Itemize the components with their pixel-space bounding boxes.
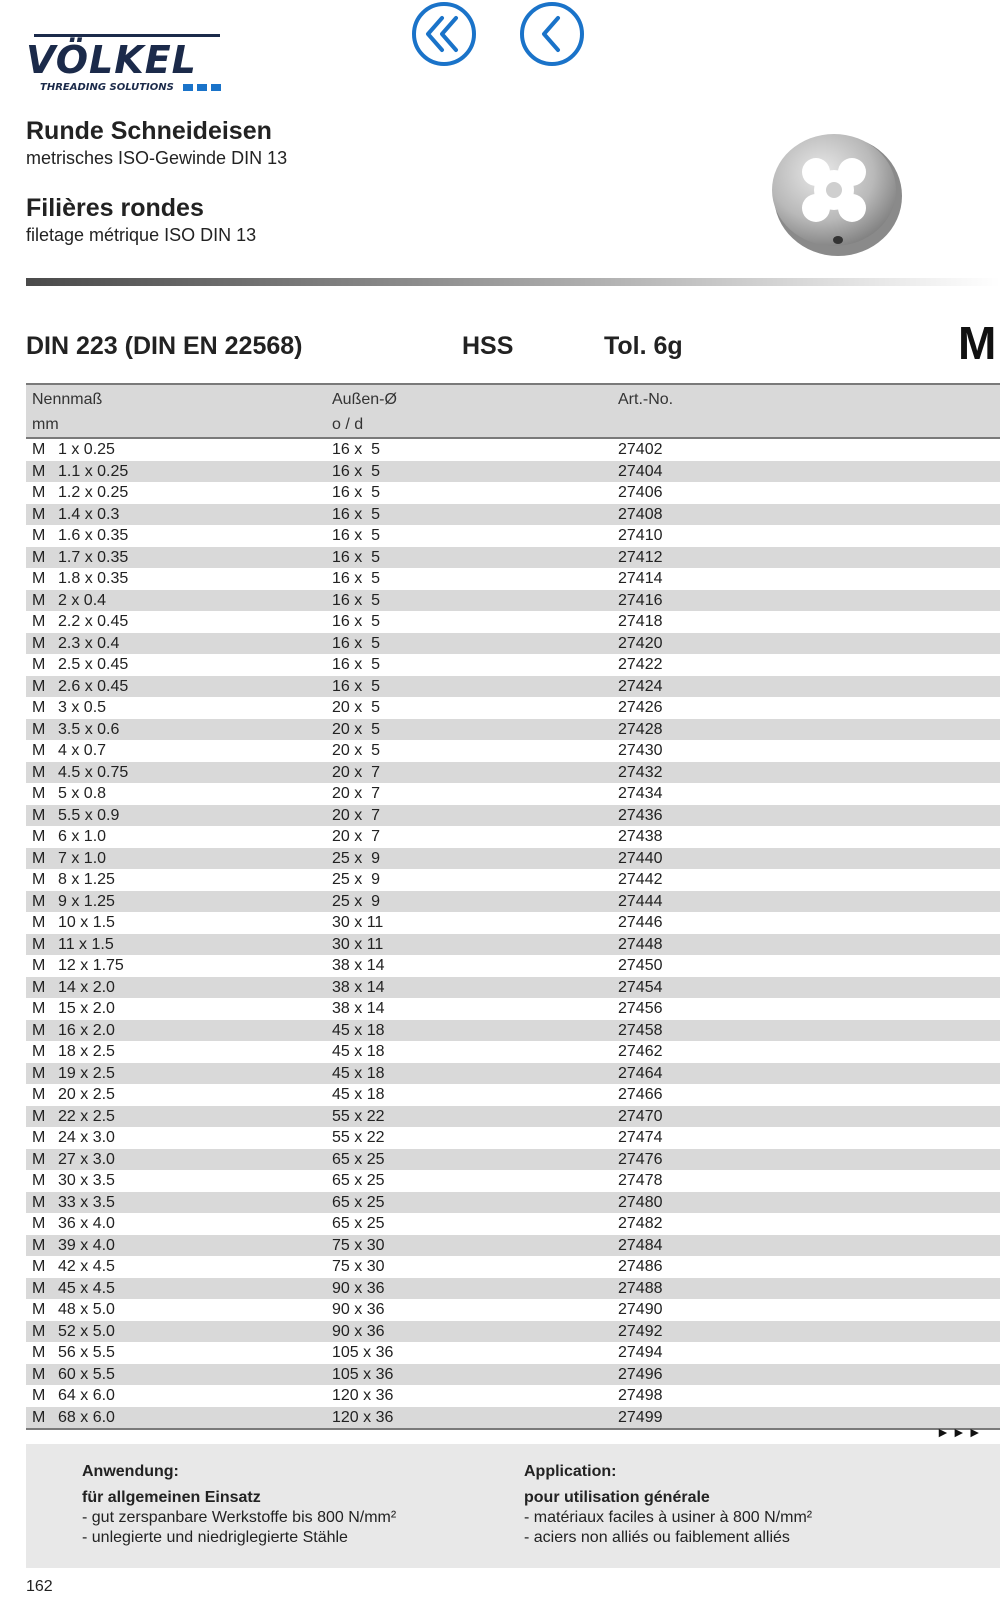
cell-prefix: M: [32, 1365, 46, 1383]
cell-article-number: 27412: [618, 548, 663, 566]
chevron-left-icon[interactable]: [518, 0, 586, 68]
cell-outer-diameter: 65 x 25: [332, 1150, 385, 1168]
cell-outer-diameter: 45 x 18: [332, 1021, 385, 1039]
cell-outer-diameter: 16 x 5: [332, 462, 381, 480]
table-row: [26, 504, 1000, 526]
cell-prefix: M: [32, 505, 46, 523]
table-row: [26, 740, 1000, 762]
table-row: [26, 1299, 1000, 1321]
application-heading-fr: Application:: [524, 1463, 617, 1480]
cell-outer-diameter: 65 x 25: [332, 1172, 385, 1189]
cell-outer-diameter: 45 x 18: [332, 1043, 385, 1060]
cell-outer-diameter: 30 x 11: [332, 935, 384, 953]
cell-size: 2.2 x 0.45: [58, 613, 129, 630]
cell-outer-diameter: 90 x 36: [332, 1322, 385, 1340]
cell-outer-diameter: 16 x 5: [332, 613, 381, 630]
cell-prefix: M: [32, 1279, 46, 1297]
cell-article-number: 27474: [618, 1129, 663, 1146]
brand-logo: [26, 34, 226, 96]
cell-outer-diameter: 16 x 5: [332, 591, 381, 609]
cell-prefix: M: [32, 570, 46, 587]
table-row: [26, 1278, 1000, 1300]
cell-prefix: M: [32, 656, 46, 673]
cell-outer-diameter: 45 x 18: [332, 1064, 385, 1082]
cell-article-number: 27480: [618, 1193, 663, 1211]
cell-article-number: 27416: [618, 591, 663, 609]
cell-outer-diameter: 75 x 30: [332, 1258, 385, 1275]
cell-size: 14 x 2.0: [58, 978, 115, 996]
cell-outer-diameter: 20 x 7: [332, 785, 381, 802]
cell-outer-diameter: 38 x 14: [332, 978, 385, 996]
cell-outer-diameter: 120 x 36: [332, 1387, 394, 1404]
cell-outer-diameter: 20 x 7: [332, 828, 381, 845]
cell-outer-diameter: 55 x 22: [332, 1107, 385, 1125]
cell-size: 5 x 0.8: [58, 785, 107, 802]
cell-prefix: M: [32, 1000, 46, 1017]
logo-tagline: THREADING SOLUTIONS: [40, 82, 174, 93]
cell-size: 8 x 1.25: [58, 871, 115, 888]
cell-article-number: 27454: [618, 978, 663, 996]
table-row: [26, 697, 1000, 719]
table-row: [26, 568, 1000, 590]
cell-outer-diameter: 16 x 5: [332, 656, 381, 673]
cell-article-number: 27498: [618, 1387, 663, 1404]
application-box: [26, 1444, 1000, 1568]
cell-outer-diameter: 16 x 5: [332, 634, 381, 652]
table-row: [26, 633, 1000, 655]
cell-size: 56 x 5.5: [58, 1344, 115, 1361]
cell-prefix: M: [32, 935, 46, 953]
logo-squares: [183, 84, 221, 91]
table-row: [26, 869, 1000, 891]
cell-prefix: M: [32, 462, 46, 480]
table-row: [26, 1020, 1000, 1042]
cell-outer-diameter: 65 x 25: [332, 1193, 385, 1211]
table-row: [26, 461, 1000, 483]
cell-size: 68 x 6.0: [58, 1408, 115, 1426]
cell-article-number: 27494: [618, 1344, 663, 1361]
cell-prefix: M: [32, 742, 46, 759]
cell-size: 12 x 1.75: [58, 957, 124, 974]
cell-prefix: M: [32, 1258, 46, 1275]
cell-article-number: 27456: [618, 1000, 663, 1017]
application-line2-de: - unlegierte und niedriglegierte Stähle: [82, 1529, 348, 1546]
cell-size: 11 x 1.5: [58, 935, 114, 953]
cell-prefix: M: [32, 849, 46, 867]
table-row: [26, 955, 1000, 977]
cell-outer-diameter: 16 x 5: [332, 527, 381, 544]
cell-size: 64 x 6.0: [58, 1387, 115, 1404]
cell-prefix: M: [32, 806, 46, 824]
cell-article-number: 27428: [618, 720, 663, 738]
cell-prefix: M: [32, 1086, 46, 1103]
cell-prefix: M: [32, 1322, 46, 1340]
cell-size: 2.3 x 0.4: [58, 634, 120, 652]
header-outer: Außen-Ø: [332, 391, 397, 408]
continue-arrows: ►►►: [936, 1424, 984, 1440]
cell-size: 5.5 x 0.9: [58, 806, 120, 824]
table-row: [26, 654, 1000, 676]
cell-size: 45 x 4.5: [58, 1279, 115, 1297]
cell-size: 18 x 2.5: [58, 1043, 115, 1060]
cell-outer-diameter: 90 x 36: [332, 1279, 385, 1297]
cell-size: 39 x 4.0: [58, 1236, 115, 1254]
cell-size: 52 x 5.0: [58, 1322, 115, 1340]
cell-prefix: M: [32, 527, 46, 544]
table-body: [26, 439, 1000, 1428]
table-row: [26, 1364, 1000, 1386]
cell-prefix: M: [32, 978, 46, 996]
cell-size: 22 x 2.5: [58, 1107, 115, 1125]
cell-size: 1.8 x 0.35: [58, 570, 129, 587]
cell-size: 4 x 0.7: [58, 742, 107, 759]
cell-article-number: 27476: [618, 1150, 663, 1168]
cell-article-number: 27406: [618, 484, 663, 501]
application-heading-de: Anwendung:: [82, 1463, 179, 1480]
cell-outer-diameter: 30 x 11: [332, 914, 384, 931]
table-header: [26, 383, 1000, 439]
cell-size: 27 x 3.0: [58, 1150, 115, 1168]
cell-article-number: 27424: [618, 677, 663, 695]
cell-outer-diameter: 25 x 9: [332, 849, 381, 867]
cell-size: 1.7 x 0.35: [58, 548, 129, 566]
cell-outer-diameter: 65 x 25: [332, 1215, 385, 1232]
application-german: [82, 1462, 396, 1548]
cell-prefix: M: [32, 1193, 46, 1211]
table-row: [26, 1407, 1000, 1429]
cell-article-number: 27490: [618, 1301, 663, 1318]
cell-outer-diameter: 20 x 5: [332, 699, 381, 716]
cell-prefix: M: [32, 1172, 46, 1189]
cell-article-number: 27418: [618, 613, 663, 630]
table-row: [26, 1321, 1000, 1343]
table-row: [26, 1170, 1000, 1192]
cell-outer-diameter: 38 x 14: [332, 1000, 385, 1017]
cell-prefix: M: [32, 441, 46, 458]
application-lead-fr: pour utilisation générale: [524, 1489, 710, 1506]
table-bottom-rule: [26, 1428, 1000, 1430]
cell-article-number: 27450: [618, 957, 663, 974]
table-row: [26, 762, 1000, 784]
cell-outer-diameter: 120 x 36: [332, 1408, 394, 1426]
table-row: [26, 1084, 1000, 1106]
cell-size: 42 x 4.5: [58, 1258, 115, 1275]
cell-size: 1.2 x 0.25: [58, 484, 129, 501]
cell-outer-diameter: 16 x 5: [332, 484, 381, 501]
cell-article-number: 27420: [618, 634, 663, 652]
cell-article-number: 27470: [618, 1107, 663, 1125]
cell-prefix: M: [32, 828, 46, 845]
cell-outer-diameter: 90 x 36: [332, 1301, 385, 1318]
gradient-divider: [26, 278, 1000, 286]
cell-outer-diameter: 25 x 9: [332, 871, 381, 888]
table-row: [26, 1106, 1000, 1128]
logo-bar: [34, 34, 220, 37]
cell-article-number: 27432: [618, 763, 663, 781]
subtitle-french: filetage métrique ISO DIN 13: [26, 225, 257, 245]
cell-size: 30 x 3.5: [58, 1172, 115, 1189]
cell-size: 48 x 5.0: [58, 1301, 115, 1318]
cell-size: 2 x 0.4: [58, 591, 107, 609]
cell-size: 19 x 2.5: [58, 1064, 115, 1082]
cell-article-number: 27402: [618, 441, 663, 458]
cell-article-number: 27410: [618, 527, 663, 544]
cell-prefix: M: [32, 1021, 46, 1039]
cell-article-number: 27488: [618, 1279, 663, 1297]
cell-article-number: 27462: [618, 1043, 663, 1060]
cell-size: 20 x 2.5: [58, 1086, 115, 1103]
table-row: [26, 848, 1000, 870]
cell-outer-diameter: 25 x 9: [332, 892, 381, 910]
cell-article-number: 27448: [618, 935, 663, 953]
cell-size: 36 x 4.0: [58, 1215, 115, 1232]
double-chevron-left-icon[interactable]: [410, 0, 478, 68]
cell-article-number: 27438: [618, 828, 663, 845]
cell-outer-diameter: 20 x 5: [332, 720, 381, 738]
cell-size: 1.1 x 0.25: [58, 462, 129, 480]
cell-prefix: M: [32, 1301, 46, 1318]
cell-prefix: M: [32, 785, 46, 802]
cell-prefix: M: [32, 484, 46, 501]
application-french: [524, 1462, 812, 1548]
cell-article-number: 27486: [618, 1258, 663, 1275]
cell-article-number: 27434: [618, 785, 663, 802]
cell-article-number: 27499: [618, 1408, 663, 1426]
cell-size: 6 x 1.0: [58, 828, 107, 845]
cell-article-number: 27492: [618, 1322, 663, 1340]
round-die-image: [768, 130, 904, 258]
cell-outer-diameter: 16 x 5: [332, 505, 381, 523]
table-row: [26, 1385, 1000, 1407]
cell-outer-diameter: 20 x 7: [332, 806, 381, 824]
cell-article-number: 27464: [618, 1064, 663, 1082]
header-art: Art.-No.: [618, 391, 674, 408]
cell-size: 4.5 x 0.75: [58, 763, 129, 781]
cell-prefix: M: [32, 763, 46, 781]
cell-prefix: M: [32, 1408, 46, 1426]
cell-size: 2.5 x 0.45: [58, 656, 129, 673]
cell-size: 2.6 x 0.45: [58, 677, 129, 695]
cell-article-number: 27430: [618, 742, 663, 759]
cell-prefix: M: [32, 957, 46, 974]
table-row: [26, 525, 1000, 547]
cell-prefix: M: [32, 1150, 46, 1168]
cell-prefix: M: [32, 871, 46, 888]
cell-prefix: M: [32, 1387, 46, 1404]
cell-size: 9 x 1.25: [58, 892, 115, 910]
title-french: Filières rondes: [26, 194, 204, 222]
cell-outer-diameter: 55 x 22: [332, 1129, 385, 1146]
cell-size: 1 x 0.25: [58, 441, 115, 458]
table-row: [26, 1256, 1000, 1278]
table-row: [26, 1127, 1000, 1149]
table-row: [26, 676, 1000, 698]
cell-outer-diameter: 75 x 30: [332, 1236, 385, 1254]
table-row: [26, 805, 1000, 827]
cell-prefix: M: [32, 591, 46, 609]
cell-article-number: 27422: [618, 656, 663, 673]
section-letter: M: [958, 317, 997, 369]
header-size: Nennmaß: [32, 391, 103, 408]
table-row: [26, 783, 1000, 805]
cell-size: 16 x 2.0: [58, 1021, 115, 1039]
header-size-unit: mm: [32, 416, 59, 433]
table-row: [26, 1063, 1000, 1085]
table-row: [26, 1213, 1000, 1235]
cell-article-number: 27436: [618, 806, 663, 824]
cell-prefix: M: [32, 677, 46, 695]
cell-outer-diameter: 45 x 18: [332, 1086, 385, 1103]
subtitle-german: metrisches ISO-Gewinde DIN 13: [26, 148, 288, 168]
cell-prefix: M: [32, 1344, 46, 1361]
cell-prefix: M: [32, 1129, 46, 1146]
cell-article-number: 27478: [618, 1172, 663, 1189]
cell-article-number: 27404: [618, 462, 663, 480]
cell-size: 1.4 x 0.3: [58, 505, 120, 523]
title-german: Runde Schneideisen: [26, 117, 272, 145]
table-row: [26, 912, 1000, 934]
cell-outer-diameter: 16 x 5: [332, 677, 381, 695]
cell-size: 7 x 1.0: [58, 849, 107, 867]
cell-article-number: 27442: [618, 871, 663, 888]
cell-article-number: 27458: [618, 1021, 663, 1039]
table-row: [26, 826, 1000, 848]
table-row: [26, 1235, 1000, 1257]
cell-prefix: M: [32, 613, 46, 630]
table-row: [26, 719, 1000, 741]
application-lead-de: für allgemeinen Einsatz: [82, 1489, 261, 1506]
cell-size: 15 x 2.0: [58, 1000, 115, 1017]
cell-prefix: M: [32, 634, 46, 652]
cell-size: 10 x 1.5: [58, 914, 115, 931]
cell-size: 3 x 0.5: [58, 699, 107, 716]
cell-size: 60 x 5.5: [58, 1365, 115, 1383]
cell-prefix: M: [32, 548, 46, 566]
table-row: [26, 1041, 1000, 1063]
table-row: [26, 590, 1000, 612]
cell-prefix: M: [32, 1064, 46, 1082]
table-row: [26, 998, 1000, 1020]
spec-tolerance: Tol. 6g: [604, 332, 683, 360]
cell-prefix: M: [32, 1236, 46, 1254]
cell-prefix: M: [32, 699, 46, 716]
application-line1-de: - gut zerspanbare Werkstoffe bis 800 N/mm²: [82, 1509, 397, 1526]
cell-article-number: 27440: [618, 849, 663, 867]
cell-prefix: M: [32, 1043, 46, 1060]
application-line2-fr: - aciers non alliés ou faiblement alliés: [524, 1529, 790, 1546]
cell-article-number: 27466: [618, 1086, 663, 1103]
cell-outer-diameter: 38 x 14: [332, 957, 385, 974]
spec-material: HSS: [462, 332, 514, 360]
cell-size: 3.5 x 0.6: [58, 720, 120, 738]
cell-size: 1.6 x 0.35: [58, 527, 129, 544]
header-outer-sub: o / d: [332, 416, 364, 433]
cell-article-number: 27446: [618, 914, 663, 931]
logo-brand: VÖLKEL: [26, 38, 197, 82]
cell-outer-diameter: 20 x 7: [332, 763, 381, 781]
cell-size: 24 x 3.0: [58, 1129, 115, 1146]
cell-article-number: 27414: [618, 570, 663, 587]
table-row: [26, 611, 1000, 633]
cell-prefix: M: [32, 1215, 46, 1232]
cell-size: 33 x 3.5: [58, 1193, 115, 1211]
product-table: [26, 383, 1000, 1430]
cell-article-number: 27444: [618, 892, 663, 910]
cell-outer-diameter: 105 x 36: [332, 1365, 394, 1383]
cell-prefix: M: [32, 720, 46, 738]
application-line1-fr: - matériaux faciles à usiner à 800 N/mm²: [524, 1509, 813, 1526]
cell-outer-diameter: 16 x 5: [332, 548, 381, 566]
cell-outer-diameter: 16 x 5: [332, 570, 381, 587]
cell-outer-diameter: 16 x 5: [332, 441, 381, 458]
page-number: 162: [26, 1578, 53, 1595]
cell-prefix: M: [32, 892, 46, 910]
cell-article-number: 27408: [618, 505, 663, 523]
cell-article-number: 27426: [618, 699, 663, 716]
table-row: [26, 439, 1000, 461]
table-row: [26, 977, 1000, 999]
table-row: [26, 1192, 1000, 1214]
table-row: [26, 547, 1000, 569]
table-row: [26, 934, 1000, 956]
cell-article-number: 27484: [618, 1236, 663, 1254]
spec-standard: DIN 223 (DIN EN 22568): [26, 332, 303, 360]
cell-prefix: M: [32, 914, 46, 931]
cell-outer-diameter: 20 x 5: [332, 742, 381, 759]
cell-article-number: 27496: [618, 1365, 663, 1383]
table-row: [26, 1149, 1000, 1171]
table-row: [26, 1342, 1000, 1364]
table-row: [26, 891, 1000, 913]
cell-outer-diameter: 105 x 36: [332, 1344, 394, 1361]
cell-article-number: 27482: [618, 1215, 663, 1232]
table-row: [26, 482, 1000, 504]
cell-prefix: M: [32, 1107, 46, 1125]
